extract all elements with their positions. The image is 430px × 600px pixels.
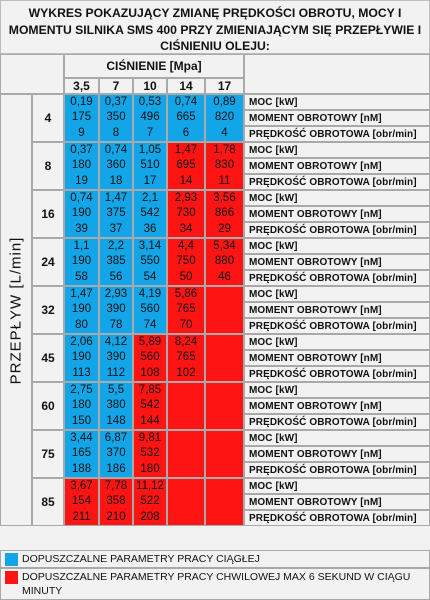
speed-value: 210 [106, 510, 126, 523]
row-label-torque: MOMENT OBROTOWY [nM] [244, 446, 430, 462]
value-stack [134, 431, 166, 477]
torque-value: 190 [71, 351, 92, 364]
row-label-speed: PRĘDKOŚĆ OBROTOWA [obr/min] [244, 462, 430, 478]
value-cell [64, 286, 99, 334]
power-value: 4,19 [138, 288, 162, 301]
torque-value: 550 [140, 255, 160, 268]
power-value: 4,12 [104, 336, 128, 349]
power-value: 2,93 [104, 288, 128, 301]
torque-value: 820 [214, 111, 235, 124]
legend-intermittent-label: DOPUSZCZALNE PARAMETRY PRACY CHWILOWEJ MAX 6 SEKUND W CIĄGU MINUTY [22, 571, 411, 597]
row-label-torque: MOMENT OBROTOWY [nM] [244, 350, 430, 366]
power-value: 0,74 [104, 144, 128, 157]
speed-value: 108 [140, 366, 160, 379]
legend-continuous-label: DOPUSZCZALNE PARAMETRY PRACY CIĄGŁEJ [22, 553, 260, 565]
row-label-speed: PRĘDKOŚĆ OBROTOWA [obr/min] [244, 414, 430, 430]
power-value: 6,87 [104, 432, 128, 445]
torque-value: 730 [176, 207, 196, 220]
flow-value: 75 [32, 430, 64, 478]
value-cell [133, 94, 167, 142]
value-cell [205, 238, 244, 286]
torque-value: 390 [106, 303, 126, 316]
speed-value: 211 [72, 510, 91, 523]
value-stack [206, 239, 243, 285]
speed-value: 112 [106, 366, 126, 379]
row-label-speed: PRĘDKOŚĆ OBROTOWA [obr/min] [244, 126, 430, 142]
speed-value: 11 [218, 174, 231, 187]
value-stack [65, 383, 98, 429]
power-value: 5,34 [213, 240, 236, 253]
power-value: 1,78 [213, 144, 236, 157]
pressure-header: CIŚNIENIE [Mpa] [64, 54, 244, 78]
row-label-power: MOC [kW] [244, 478, 430, 494]
value-cell [167, 238, 205, 286]
speed-value: 58 [75, 270, 88, 283]
flow-value: 24 [32, 238, 64, 286]
value-cell [133, 382, 167, 430]
row-label-power: MOC [kW] [244, 190, 430, 206]
value-cell [205, 478, 244, 526]
value-stack [206, 479, 243, 525]
row-label-torque: MOMENT OBROTOWY [nM] [244, 110, 430, 126]
torque-value: 370 [106, 447, 126, 460]
power-value: 5,5 [108, 384, 124, 397]
legend-continuous [0, 550, 430, 568]
speed-value: 102 [176, 366, 196, 379]
value-cell [99, 238, 133, 286]
torque-value: 380 [106, 399, 126, 412]
power-value: 0,37 [104, 96, 128, 109]
value-stack [168, 287, 204, 333]
torque-value: 154 [71, 495, 92, 508]
power-value: 3,56 [213, 192, 236, 205]
value-stack [65, 335, 98, 381]
value-cell [99, 190, 133, 238]
value-cell [64, 478, 99, 526]
header-corner [0, 54, 64, 94]
power-value: 0,53 [138, 96, 162, 109]
value-stack [168, 383, 204, 429]
value-stack [65, 191, 98, 237]
performance-table [0, 54, 430, 526]
value-cell [205, 190, 244, 238]
flow-value: 4 [32, 94, 64, 142]
row-label-torque: MOMENT OBROTOWY [nM] [244, 302, 430, 318]
power-value: 2,06 [70, 336, 93, 349]
value-cell [99, 94, 133, 142]
speed-value: 188 [71, 462, 92, 475]
value-cell [64, 430, 99, 478]
legend-swatch-blue [5, 553, 18, 566]
value-cell [167, 382, 205, 430]
value-cell [99, 334, 133, 382]
legend-intermittent [0, 568, 430, 600]
value-cell [167, 142, 205, 190]
value-cell [167, 430, 205, 478]
row-label-speed: PRĘDKOŚĆ OBROTOWA [obr/min] [244, 270, 430, 286]
value-stack [168, 335, 204, 381]
power-value: 4,4 [178, 240, 194, 253]
power-value: 0,19 [70, 96, 93, 109]
speed-value: 14 [179, 174, 193, 187]
torque-value: 765 [176, 303, 196, 316]
value-stack [168, 191, 204, 237]
value-stack [206, 95, 243, 141]
power-value: 2,75 [70, 384, 93, 397]
flow-value: 45 [32, 334, 64, 382]
value-stack [206, 431, 243, 477]
power-value: 2,2 [108, 240, 124, 253]
speed-value: 37 [109, 222, 123, 235]
power-value: 0,74 [70, 192, 93, 205]
value-stack [168, 95, 204, 141]
row-label-torque: MOMENT OBROTOWY [nM] [244, 398, 430, 414]
speed-value: 54 [143, 270, 157, 283]
power-value: 8,24 [174, 336, 198, 349]
row-label-torque: MOMENT OBROTOWY [nM] [244, 158, 430, 174]
value-cell [167, 286, 205, 334]
flow-header [0, 94, 32, 526]
value-stack [100, 335, 132, 381]
value-cell [205, 382, 244, 430]
value-cell [167, 190, 205, 238]
torque-value: 190 [71, 207, 92, 220]
value-cell [99, 382, 133, 430]
torque-value: 385 [106, 255, 126, 268]
value-cell [133, 142, 167, 190]
power-value: 3,14 [138, 240, 162, 253]
power-value: 3,67 [70, 480, 93, 493]
pressure-value: 17 [205, 78, 244, 94]
value-stack [100, 239, 132, 285]
pressure-value: 3,5 [64, 78, 99, 94]
power-value: 5,89 [138, 336, 162, 349]
value-cell [167, 334, 205, 382]
power-value: 3,44 [70, 432, 93, 445]
torque-value: 542 [140, 207, 160, 220]
value-stack [134, 191, 166, 237]
torque-value: 165 [71, 447, 92, 460]
torque-value: 765 [176, 351, 196, 364]
pressure-value: 7 [99, 78, 133, 94]
speed-value: 70 [179, 318, 193, 331]
torque-value: 532 [140, 447, 160, 460]
torque-value: 358 [106, 495, 126, 508]
speed-value: 46 [218, 270, 231, 283]
page-title: WYKRES POKAZUJĄCY ZMIANĘ PRĘDKOŚCI OBROTU, MOCY I MOMENTU SILNIKA SMS 400 PRZY ZMIENIAJĄCYM SIĘ PRZEPŁYWIE I CIŚNIENIU OLEJU: [0, 0, 430, 54]
power-value: 7,78 [104, 480, 128, 493]
value-cell [133, 238, 167, 286]
value-cell [64, 334, 99, 382]
speed-value: 17 [143, 174, 157, 187]
value-cell [64, 382, 99, 430]
speed-value: 7 [146, 126, 154, 139]
speed-value: 34 [179, 222, 193, 235]
value-cell [205, 286, 244, 334]
value-cell [167, 94, 205, 142]
torque-value: 190 [71, 303, 92, 316]
value-stack [168, 239, 204, 285]
power-value: 2,1 [142, 192, 158, 205]
pressure-value: 10 [133, 78, 167, 94]
row-label-power: MOC [kW] [244, 334, 430, 350]
value-stack [100, 383, 132, 429]
value-stack [206, 335, 243, 381]
header-right-blank [244, 54, 430, 94]
value-cell [133, 286, 167, 334]
value-cell [133, 478, 167, 526]
value-stack [100, 95, 132, 141]
value-stack [206, 191, 243, 237]
torque-value: 390 [106, 351, 126, 364]
flow-value: 8 [32, 142, 64, 190]
row-label-power: MOC [kW] [244, 430, 430, 446]
value-cell [64, 238, 99, 286]
speed-value: 148 [106, 414, 126, 427]
value-cell [205, 94, 244, 142]
value-stack [100, 479, 132, 525]
speed-value: 56 [109, 270, 123, 283]
value-cell [133, 430, 167, 478]
row-label-power: MOC [kW] [244, 286, 430, 302]
power-value: 1,47 [174, 144, 198, 157]
torque-value: 510 [140, 159, 160, 172]
value-cell [133, 190, 167, 238]
value-cell [99, 478, 133, 526]
power-value: 0,74 [174, 96, 198, 109]
torque-value: 350 [106, 111, 126, 124]
flow-value: 32 [32, 286, 64, 334]
value-cell [205, 142, 244, 190]
row-label-power: MOC [kW] [244, 382, 430, 398]
speed-value: 4 [221, 126, 228, 139]
torque-value: 496 [140, 111, 160, 124]
power-value: 5,86 [174, 288, 198, 301]
value-cell [133, 334, 167, 382]
value-stack [134, 143, 166, 189]
row-label-speed: PRĘDKOŚĆ OBROTOWA [obr/min] [244, 222, 430, 238]
power-value: 2,93 [174, 192, 198, 205]
power-value: 1,1 [73, 240, 90, 253]
torque-value: 542 [140, 399, 160, 412]
row-label-torque: MOMENT OBROTOWY [nM] [244, 206, 430, 222]
value-stack [168, 143, 204, 189]
value-stack [100, 143, 132, 189]
value-stack [168, 431, 204, 477]
value-stack [134, 95, 166, 141]
speed-value: 113 [72, 366, 91, 379]
value-stack [206, 287, 243, 333]
speed-value: 144 [140, 414, 160, 427]
speed-value: 19 [75, 174, 88, 187]
speed-value: 6 [182, 126, 190, 139]
power-value: 7,85 [138, 384, 162, 397]
torque-value: 866 [214, 207, 235, 220]
torque-value: 360 [106, 159, 126, 172]
row-label-speed: PRĘDKOŚĆ OBROTOWA [obr/min] [244, 174, 430, 190]
value-cell [64, 142, 99, 190]
flow-value: 85 [32, 478, 64, 526]
speed-value: 208 [140, 510, 160, 523]
speed-value: 80 [75, 318, 88, 331]
value-stack [65, 95, 98, 141]
value-stack [100, 191, 132, 237]
speed-value: 150 [71, 414, 92, 427]
power-value: 1,47 [104, 192, 128, 205]
power-value: 0,37 [70, 144, 93, 157]
value-stack [65, 239, 98, 285]
value-cell [205, 334, 244, 382]
torque-value: 375 [106, 207, 126, 220]
torque-value: 695 [176, 159, 196, 172]
value-stack [100, 287, 132, 333]
value-cell [64, 94, 99, 142]
torque-value: 880 [214, 255, 235, 268]
value-stack [134, 383, 166, 429]
value-stack [168, 479, 204, 525]
torque-value: 175 [71, 111, 92, 124]
speed-value: 74 [143, 318, 157, 331]
flow-value: 16 [32, 190, 64, 238]
pressure-value: 14 [167, 78, 205, 94]
torque-value: 830 [214, 159, 235, 172]
value-cell [64, 190, 99, 238]
value-cell [99, 142, 133, 190]
value-stack [134, 287, 166, 333]
speed-value: 8 [112, 126, 120, 139]
value-stack [65, 143, 98, 189]
value-stack [65, 287, 98, 333]
value-cell [99, 430, 133, 478]
flow-value: 60 [32, 382, 64, 430]
speed-value: 186 [106, 462, 126, 475]
speed-value: 9 [78, 126, 85, 139]
value-stack [65, 479, 98, 525]
power-value: 1,47 [70, 288, 93, 301]
row-label-torque: MOMENT OBROTOWY [nM] [244, 254, 430, 270]
value-stack [134, 239, 166, 285]
speed-value: 36 [143, 222, 157, 235]
torque-value: 190 [71, 255, 92, 268]
value-stack [206, 383, 243, 429]
value-stack [134, 479, 166, 525]
value-cell [99, 286, 133, 334]
speed-value: 18 [109, 174, 123, 187]
value-cell [205, 430, 244, 478]
torque-value: 180 [71, 399, 92, 412]
row-label-speed: PRĘDKOŚĆ OBROTOWA [obr/min] [244, 318, 430, 334]
torque-value: 560 [140, 351, 160, 364]
speed-value: 29 [218, 222, 231, 235]
row-label-power: MOC [kW] [244, 238, 430, 254]
legend-swatch-red [5, 571, 18, 584]
row-label-speed: PRĘDKOŚĆ OBROTOWA [obr/min] [244, 366, 430, 382]
torque-value: 560 [140, 303, 160, 316]
power-value: 11,12 [136, 480, 164, 493]
power-value: 1,05 [138, 144, 162, 157]
value-stack [134, 335, 166, 381]
value-stack [65, 431, 98, 477]
torque-value: 750 [176, 255, 196, 268]
power-value: 0,89 [213, 96, 236, 109]
power-value: 9,81 [138, 432, 162, 445]
row-label-speed: PRĘDKOŚĆ OBROTOWA [obr/min] [244, 510, 430, 526]
row-label-power: MOC [kW] [244, 142, 430, 158]
value-stack [100, 431, 132, 477]
speed-value: 39 [75, 222, 88, 235]
speed-value: 78 [109, 318, 123, 331]
speed-value: 180 [140, 462, 160, 475]
speed-value: 50 [179, 270, 193, 283]
row-label-power: MOC [kW] [244, 94, 430, 110]
torque-value: 665 [176, 111, 196, 124]
torque-value: 180 [71, 159, 92, 172]
value-cell [167, 478, 205, 526]
flow-header-label: PRZEPŁYW [L/min] [7, 236, 25, 384]
row-label-torque: MOMENT OBROTOWY [nM] [244, 494, 430, 510]
torque-value: 522 [140, 495, 160, 508]
value-stack [206, 143, 243, 189]
